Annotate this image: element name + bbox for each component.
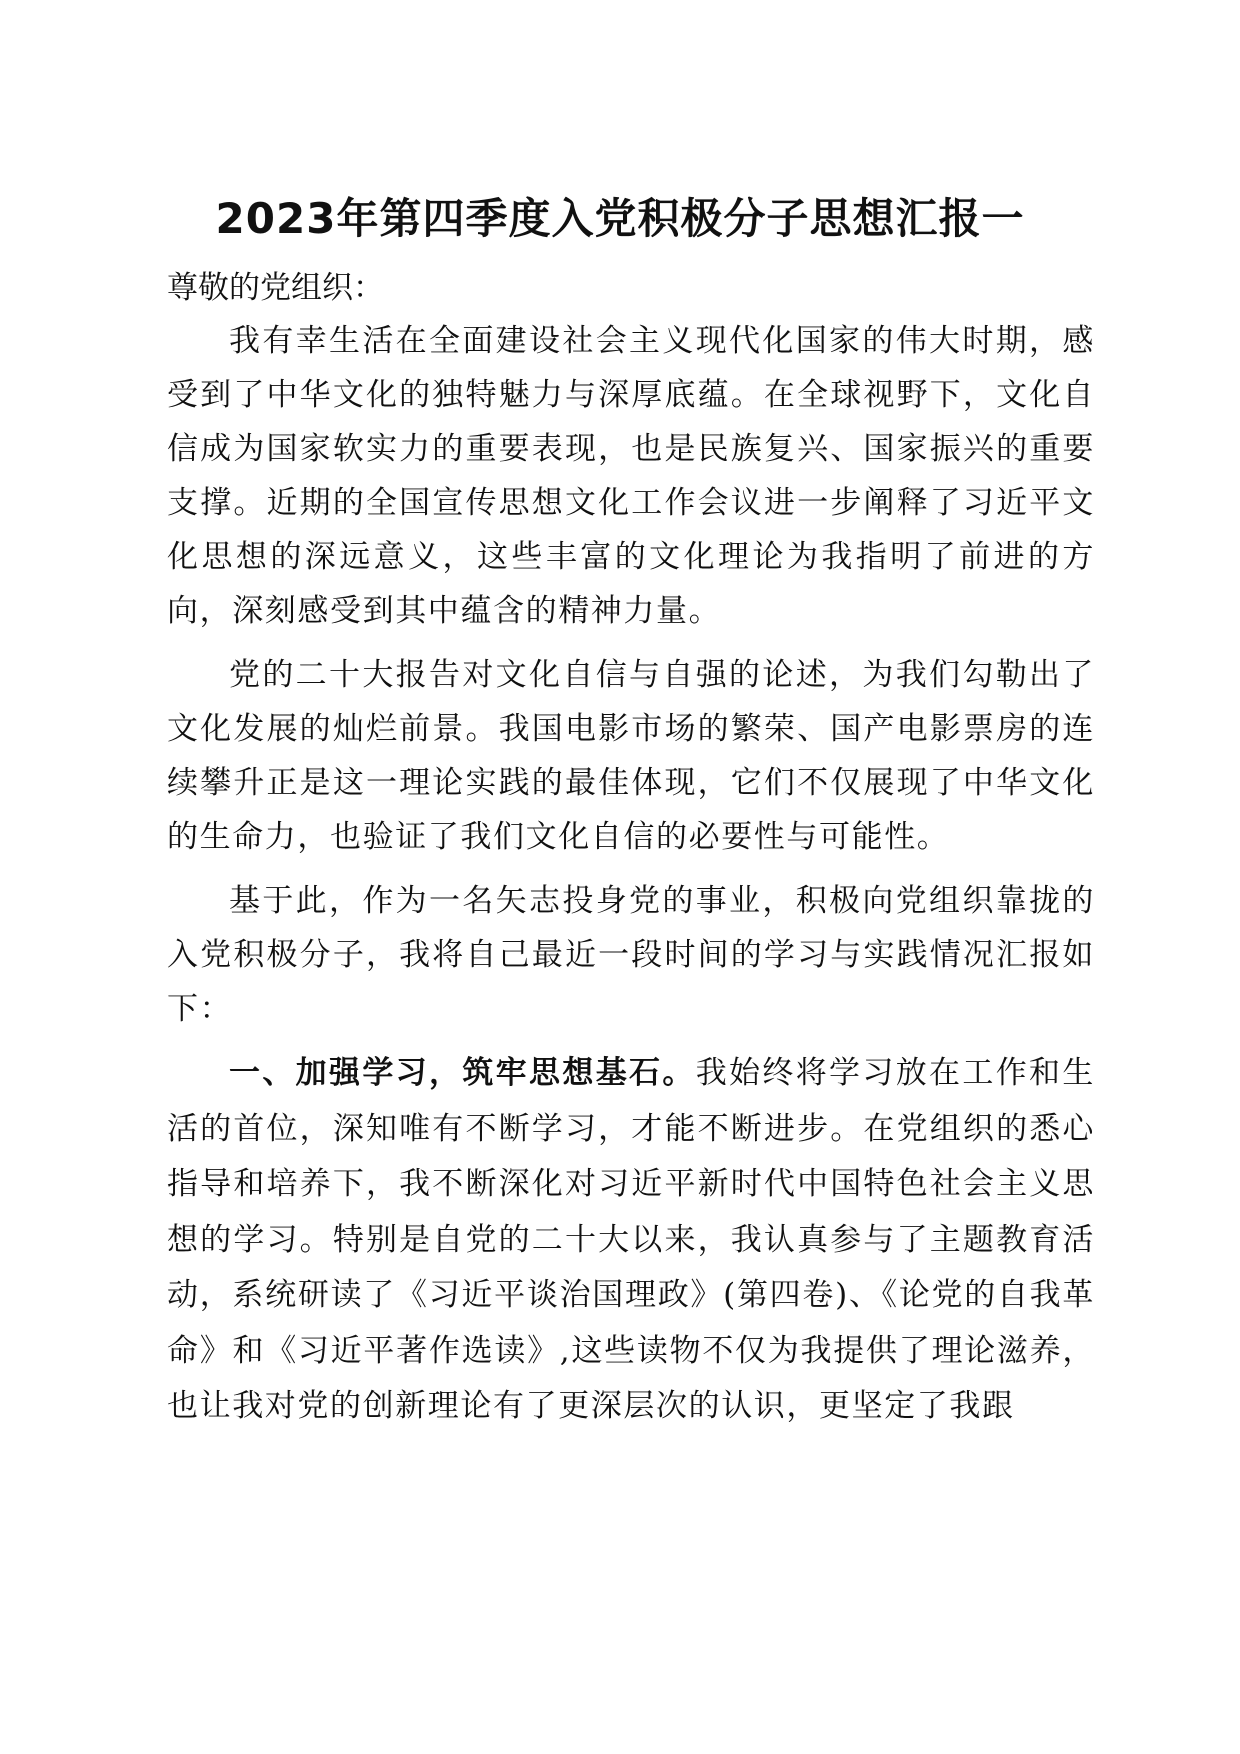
- paragraph-2: 党的二十大报告对文化自信与自强的论述，为我们勾勒出了文化发展的灿烂前景。我国电影市场的繁荣、国产电影票房的连续攀升正是这一理论实践的最佳体现，它们不仅展现了中华文化的生命力，也验证了我们文化自信的必要性与可能性。: [167, 657, 1095, 855]
- section-one-paragraph: [167, 1046, 1095, 1435]
- paragraph-3: 基于此，作为一名矢志投身党的事业，积极向党组织靠拢的入党积极分子，我将自己最近一段时间的学习与实践情况汇报如下：: [167, 883, 1095, 1027]
- paragraph-1: 我有幸生活在全面建设社会主义现代化国家的伟大时期，感受到了中华文化的独特魅力与深厚底蕴。在全球视野下，文化自信成为国家软实力的重要表现，也是民族复兴、国家振兴的重要支撑。近期的全国宣传思想文化工作会议进一步阐释了习近平文化思想的深远意义，这些丰富的文化理论为我指明了前进的方向，深刻感受到其中蕴含的精神力量。: [167, 323, 1095, 629]
- document-body: [167, 262, 1095, 1435]
- document-title: 2023年第四季度入党积极分子思想汇报一: [215, 194, 1025, 243]
- section-one-text: 我始终将学习放在工作和生活的首位，深知唯有不断学习，才能不断进步。在党组织的悉心指导和培养下，我不断深化对习近平新时代中国特色社会主义思想的学习。特别是自党的二十大以来，我认真参与了主题教育活动，系统研读了《习近平谈治国理政》(第四卷)、《论党的自我革命》和《习近平著作选读》,这些读物不仅为我提供了理论滋养，也让我对党的创新理论有了更深层次的认识，更坚定了我跟: [167, 1055, 1095, 1424]
- section-one-heading: 一、加强学习，筑牢思想基石。: [229, 1055, 696, 1091]
- salutation: 尊敬的党组织：: [167, 270, 384, 306]
